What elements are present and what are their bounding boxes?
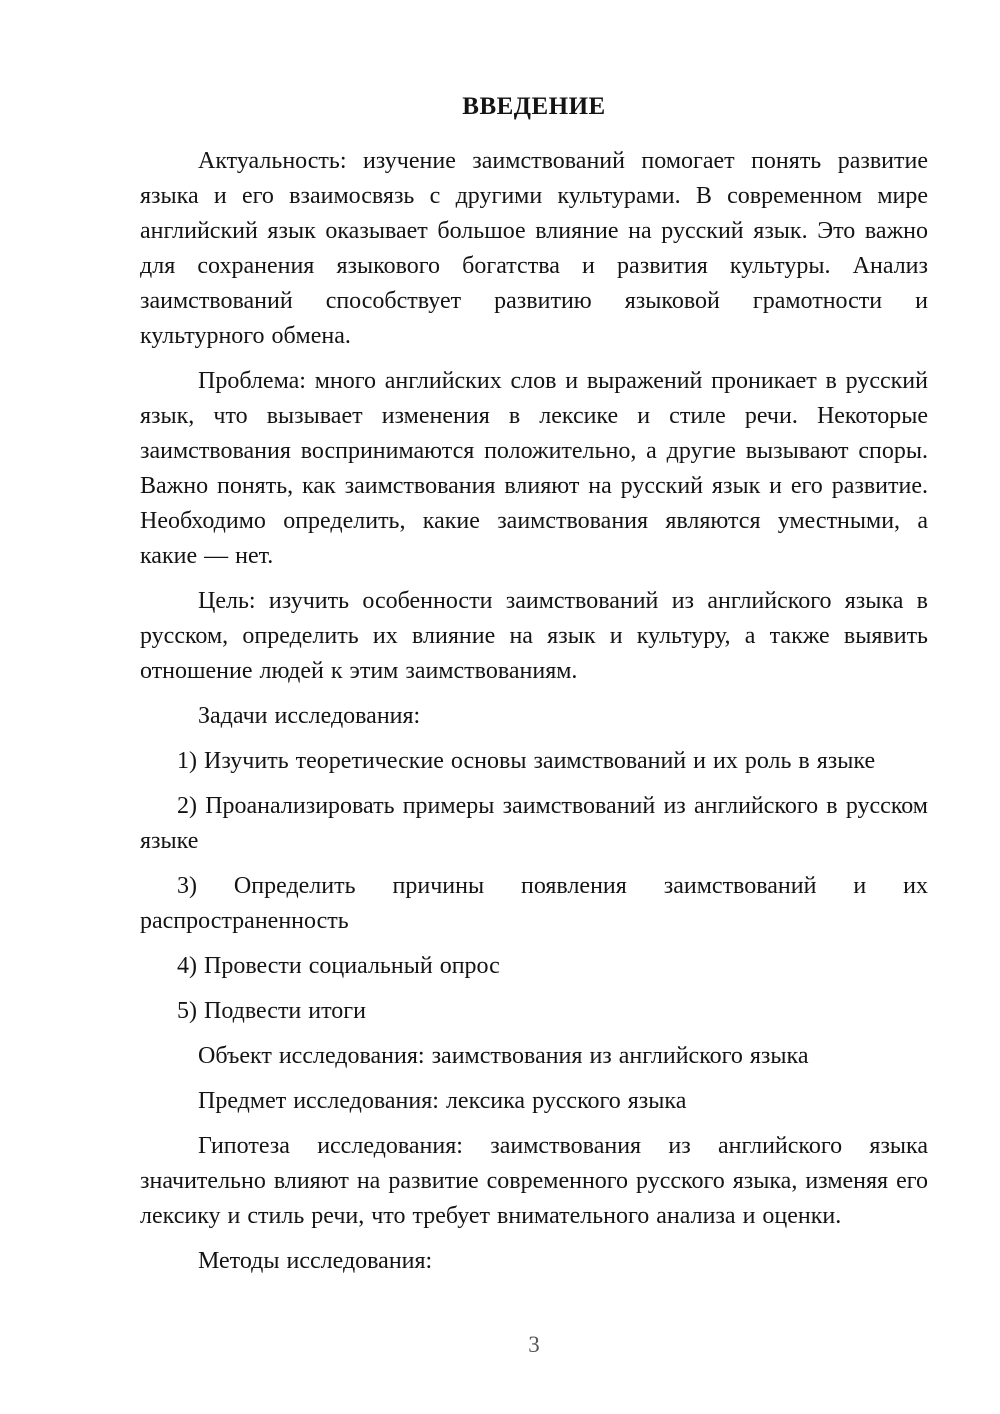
page-number: 3 bbox=[528, 1332, 540, 1357]
task-item-1: 1) Изучить теоретические основы заимствований и их роль в языке bbox=[177, 748, 876, 774]
paragraph-goal: Цель: изучить особенности заимствований из английского языка в русском, определить их влияние на язык и культуру, а также выявить отношение людей к этим заимствованиям. bbox=[140, 588, 928, 684]
document-title: ВВЕДЕНИЕ bbox=[462, 93, 606, 120]
paragraph-hypothesis: Гипотеза исследования: заимствования из английского языка значительно влияют на развитие современного русского языка, изменяя его лексику и стиль речи, что требует внимательного анализа и оценки. bbox=[140, 1133, 928, 1229]
task-item-3: 3) Определить причины появления заимствований и их распространенность bbox=[140, 873, 928, 934]
task-item-4: 4) Провести социальный опрос bbox=[177, 953, 500, 979]
paragraph-research-subject: Предмет исследования: лексика русского языка bbox=[198, 1088, 687, 1114]
task-item-2: 2) Проанализировать примеры заимствований из английского в русском языке bbox=[140, 793, 928, 854]
paragraph-relevance: Актуальность: изучение заимствований помогает понять развитие языка и его взаимосвязь с другими культурами. В современном мире английский язык оказывает большое влияние на русский язык. Это важно для сохранения языкового богатства и развития культуры. Анализ заимствований способствует развитию языковой грамотности и культурного обмена. bbox=[140, 148, 928, 349]
paragraph-research-object: Объект исследования: заимствования из английского языка bbox=[198, 1043, 809, 1069]
paragraph-problem: Проблема: много английских слов и выражений проникает в русский язык, что вызывает изменения в лексике и стиле речи. Некоторые заимствования воспринимаются положительно, а другие вызывают споры. Важно понять, как заимствования влияют на русский язык и его развитие. Необходимо определить, какие заимствования являются уместными, а какие — нет. bbox=[140, 368, 928, 569]
tasks-heading: Задачи исследования: bbox=[198, 703, 421, 729]
methods-heading: Методы исследования: bbox=[198, 1248, 433, 1274]
task-item-5: 5) Подвести итоги bbox=[177, 998, 366, 1024]
